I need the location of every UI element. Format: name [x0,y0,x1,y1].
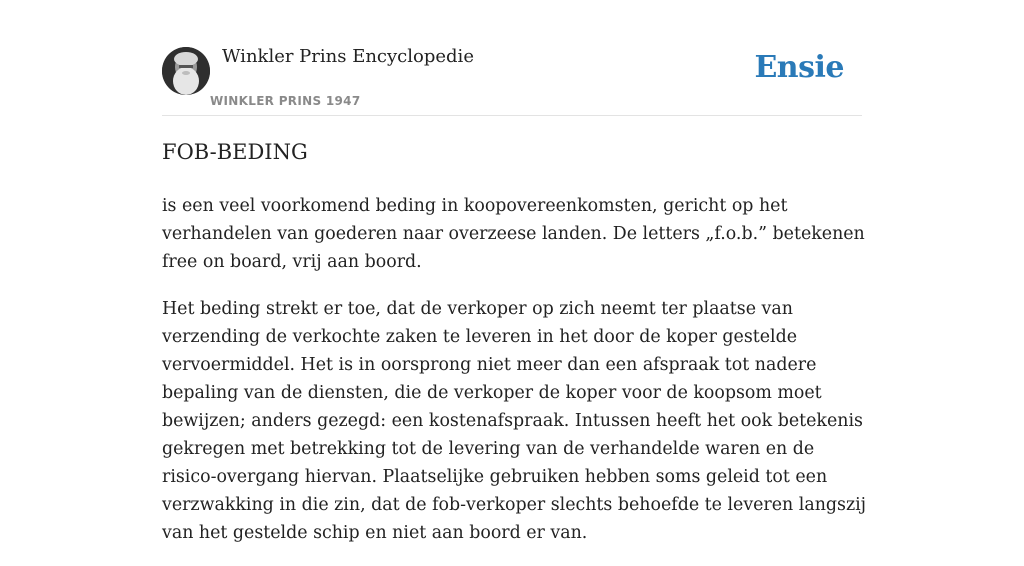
page-header [162,44,862,116]
article-body [162,192,867,566]
bearded-man-portrait-icon[interactable] [162,47,210,95]
article-title: FOB-BEDING [162,140,308,164]
article-paragraph: Het beding strekt er toe, dat de verkoper op zich neemt ter plaatse van verzending de verkochte zaken te leveren in het door de koper gestelde vervoermiddel. Het is in oorsprong niet meer dan een afspraak tot nadere bepaling van de diensten, die de verkoper de koper voor de koopsom moet bewijzen; anders gezegd: een kostenafspraak. Intussen heeft het ook betekenis gekregen met betrekking tot de levering van de verhandelde waren en de risico-overgang hiervan. Plaatselijke gebruiken hebben soms geleid tot een verzwakking in die zin, dat de fob-verkoper slechts behoefde te leveren langszij van het gestelde schip en niet aan boord er van. [162,299,867,543]
article-paragraph: is een veel voorkomend beding in koopovereenkomsten, gericht op het verhandelen van goederen naar overzeese landen. De letters „f.o.b.” betekenen free on board, vrij aan boord. [162,196,865,272]
source-name[interactable]: Winkler Prins Encyclopedie [222,46,474,67]
ensie-logo[interactable]: Ensie [754,50,844,85]
edition-label: WINKLER PRINS 1947 [210,94,361,108]
